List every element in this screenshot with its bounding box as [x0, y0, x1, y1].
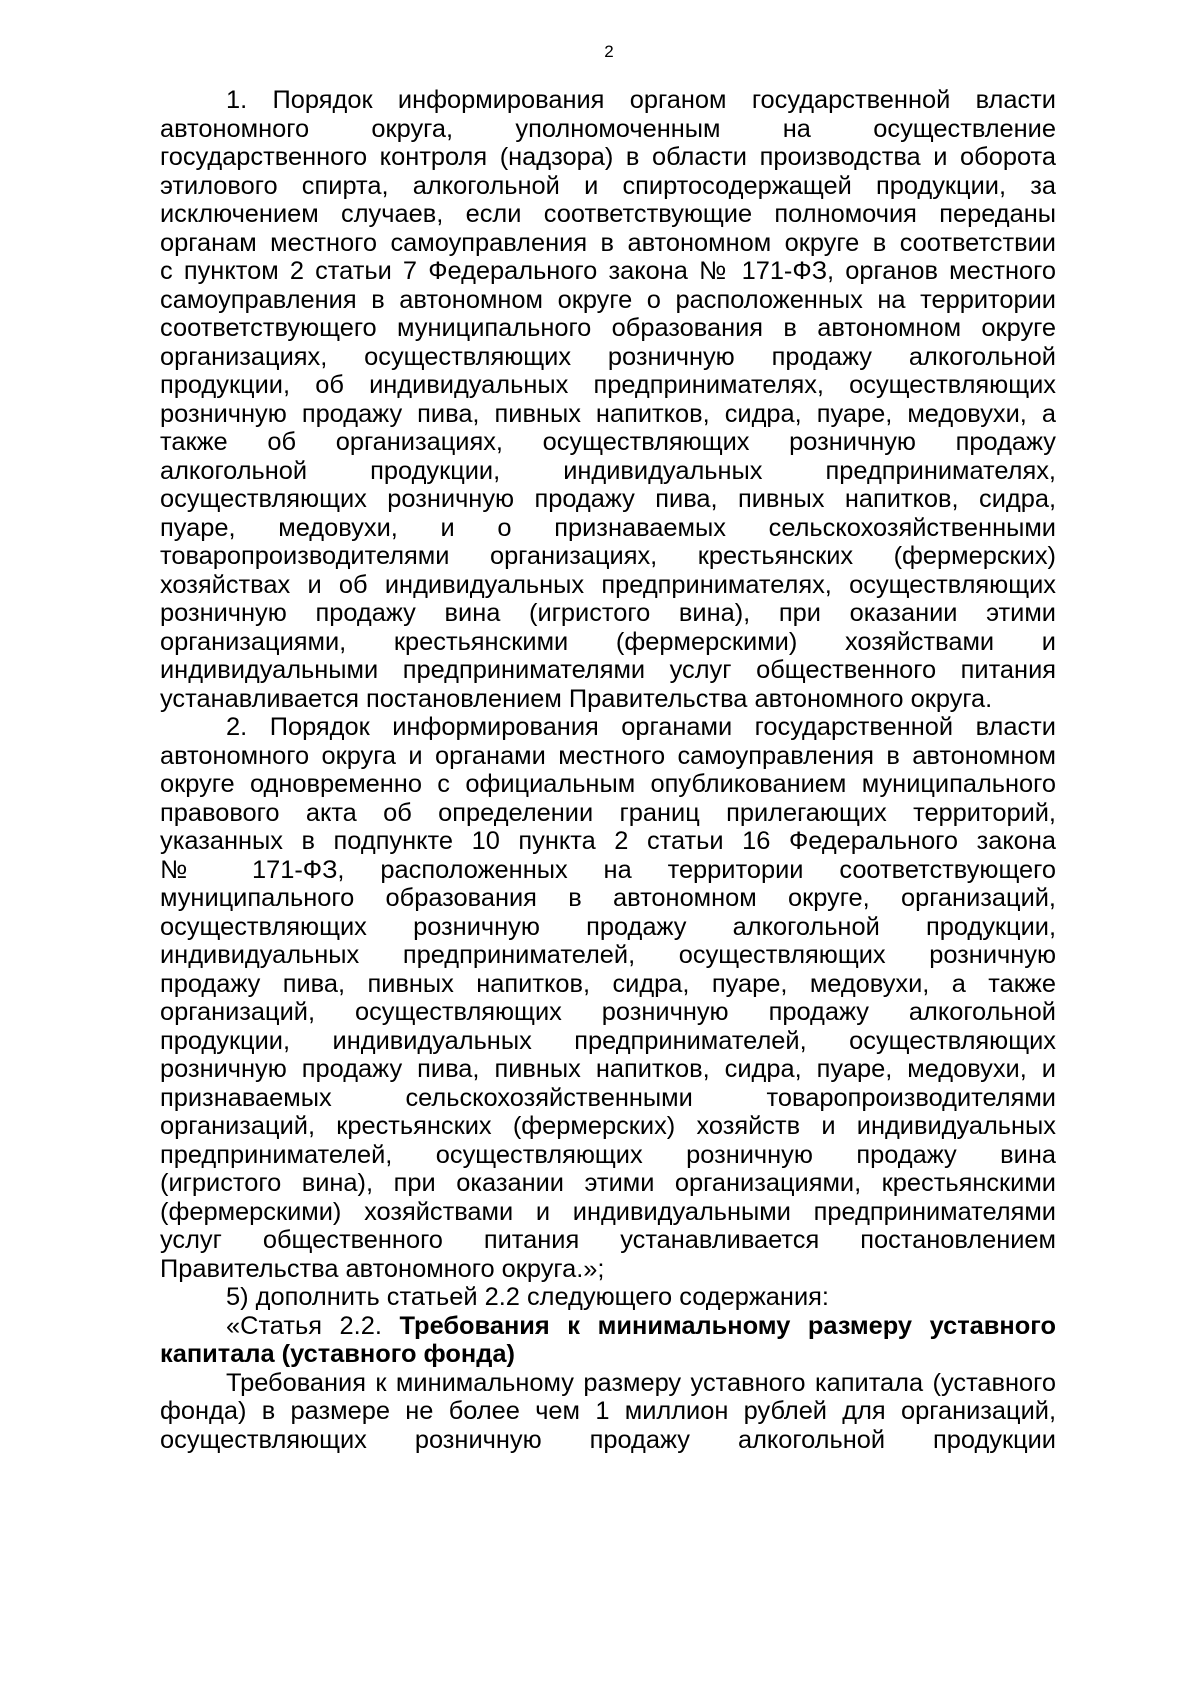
text-line: с пунктом 2 статьи 7 Федерального закона № 171-ФЗ, органов местного	[160, 257, 1056, 285]
text-line: индивидуальных предпринимателей, осуществляющих розничную	[160, 941, 1056, 969]
text-line: исключением случаев, если соответствующие полномочия переданы	[160, 200, 1056, 228]
text-line: 2. Порядок информирования органами государственной власти	[226, 713, 1056, 741]
text-line: продукции, индивидуальных предпринимателей, осуществляющих	[160, 1026, 1056, 1055]
text-line: индивидуальными предпринимателями услуг общественного питания	[160, 656, 1056, 684]
text-line: осуществляющих розничную продажу пива, пивных напитков, сидра,	[160, 485, 1056, 513]
article-heading-line-2: капитала (уставного фонда)	[160, 1340, 515, 1368]
text-line: организаций, осуществляющих розничную продажу алкогольной	[160, 998, 1056, 1026]
text-line: 1. Порядок информирования органом государственной власти	[226, 86, 1056, 114]
text-line: самоуправления в автономном округе о расположенных на территории	[160, 285, 1056, 314]
article-prefix: «Статья 2.2.	[226, 1311, 400, 1340]
article-body	[160, 1369, 1056, 1455]
text-line: этилового спирта, алкогольной и спиртосодержащей продукции, за	[160, 171, 1056, 200]
text-line: розничную продажу пива, пивных напитков, сидра, пуаре, медовухи, а	[160, 399, 1056, 428]
text-line: № 171-ФЗ, расположенных на территории соответствующего	[160, 855, 1056, 884]
text-line: организациями, крестьянскими (фермерскими) хозяйствами и	[160, 627, 1056, 656]
text-line: розничную продажу пива, пивных напитков, сидра, пуаре, медовухи, и	[160, 1055, 1056, 1083]
text-line: продажу пива, пивных напитков, сидра, пуаре, медовухи, а также	[160, 969, 1056, 998]
text-line: 5) дополнить статьей 2.2 следующего содержания:	[226, 1283, 829, 1311]
article-heading-line-1	[160, 1312, 1056, 1341]
text-line: (игристого вина), при оказании этими организациями, крестьянскими	[160, 1169, 1056, 1197]
text-line: продукции, об индивидуальных предпринимателях, осуществляющих	[160, 371, 1056, 399]
text-line: признаваемых сельскохозяйственными товаропроизводителями	[160, 1083, 1056, 1112]
text-line: соответствующего муниципального образования в автономном округе	[160, 314, 1056, 342]
page-number: 2	[604, 42, 614, 61]
text-line: алкогольной продукции, индивидуальных предпринимателях,	[160, 456, 1056, 485]
text-line: округе одновременно с официальным опубликованием муниципального	[160, 770, 1056, 798]
text-line: Требования к минимальному размеру уставного капитала (уставного	[226, 1368, 1056, 1397]
text-line: товаропроизводителями организациях, крестьянских (фермерских)	[160, 542, 1056, 570]
text-line: автономного округа и органами местного самоуправления в автономном	[160, 741, 1056, 770]
main-paragraphs	[160, 86, 1056, 1312]
text-line: организаций, крестьянских (фермерских) хозяйств и индивидуальных	[160, 1112, 1056, 1140]
text-line: розничную продажу вина (игристого вина), при оказании этими	[160, 599, 1056, 627]
text-line: также об организациях, осуществляющих розничную продажу	[160, 428, 1056, 456]
text-line: указанных в подпункте 10 пункта 2 статьи 16 Федерального закона	[160, 827, 1056, 855]
text-line: автономного округа, уполномоченным на осуществление	[160, 114, 1056, 143]
text-line: осуществляющих розничную продажу алкогольной продукции,	[160, 912, 1056, 941]
text-line: предпринимателей, осуществляющих розничную продажу вина	[160, 1140, 1056, 1169]
text-line: (фермерскими) хозяйствами и индивидуальными предпринимателями	[160, 1197, 1056, 1226]
document-body	[160, 86, 1056, 1454]
text-line: пуаре, медовухи, и о признаваемых сельскохозяйственными	[160, 513, 1056, 542]
text-line: услуг общественного питания устанавливается постановлением	[160, 1226, 1056, 1254]
text-line: правового акта об определении границ прилегающих территорий,	[160, 798, 1056, 827]
text-line: хозяйствах и об индивидуальных предпринимателях, осуществляющих	[160, 570, 1056, 599]
text-line: организациях, осуществляющих розничную продажу алкогольной	[160, 342, 1056, 371]
article-title: Требования к минимальному размеру уставного	[399, 1311, 1056, 1340]
text-line: государственного контроля (надзора) в области производства и оборота	[160, 143, 1056, 171]
text-line: Правительства автономного округа.»;	[160, 1254, 605, 1283]
text-line: органам местного самоуправления в автономном округе в соответствии	[160, 228, 1056, 257]
text-line: осуществляющих розничную продажу алкогольной продукции	[160, 1425, 1056, 1454]
text-line: муниципального образования в автономном округе, организаций,	[160, 884, 1056, 912]
text-line: фонда) в размере не более чем 1 миллион рублей для организаций,	[160, 1397, 1056, 1425]
text-line: устанавливается постановлением Правительства автономного округа.	[160, 684, 993, 713]
